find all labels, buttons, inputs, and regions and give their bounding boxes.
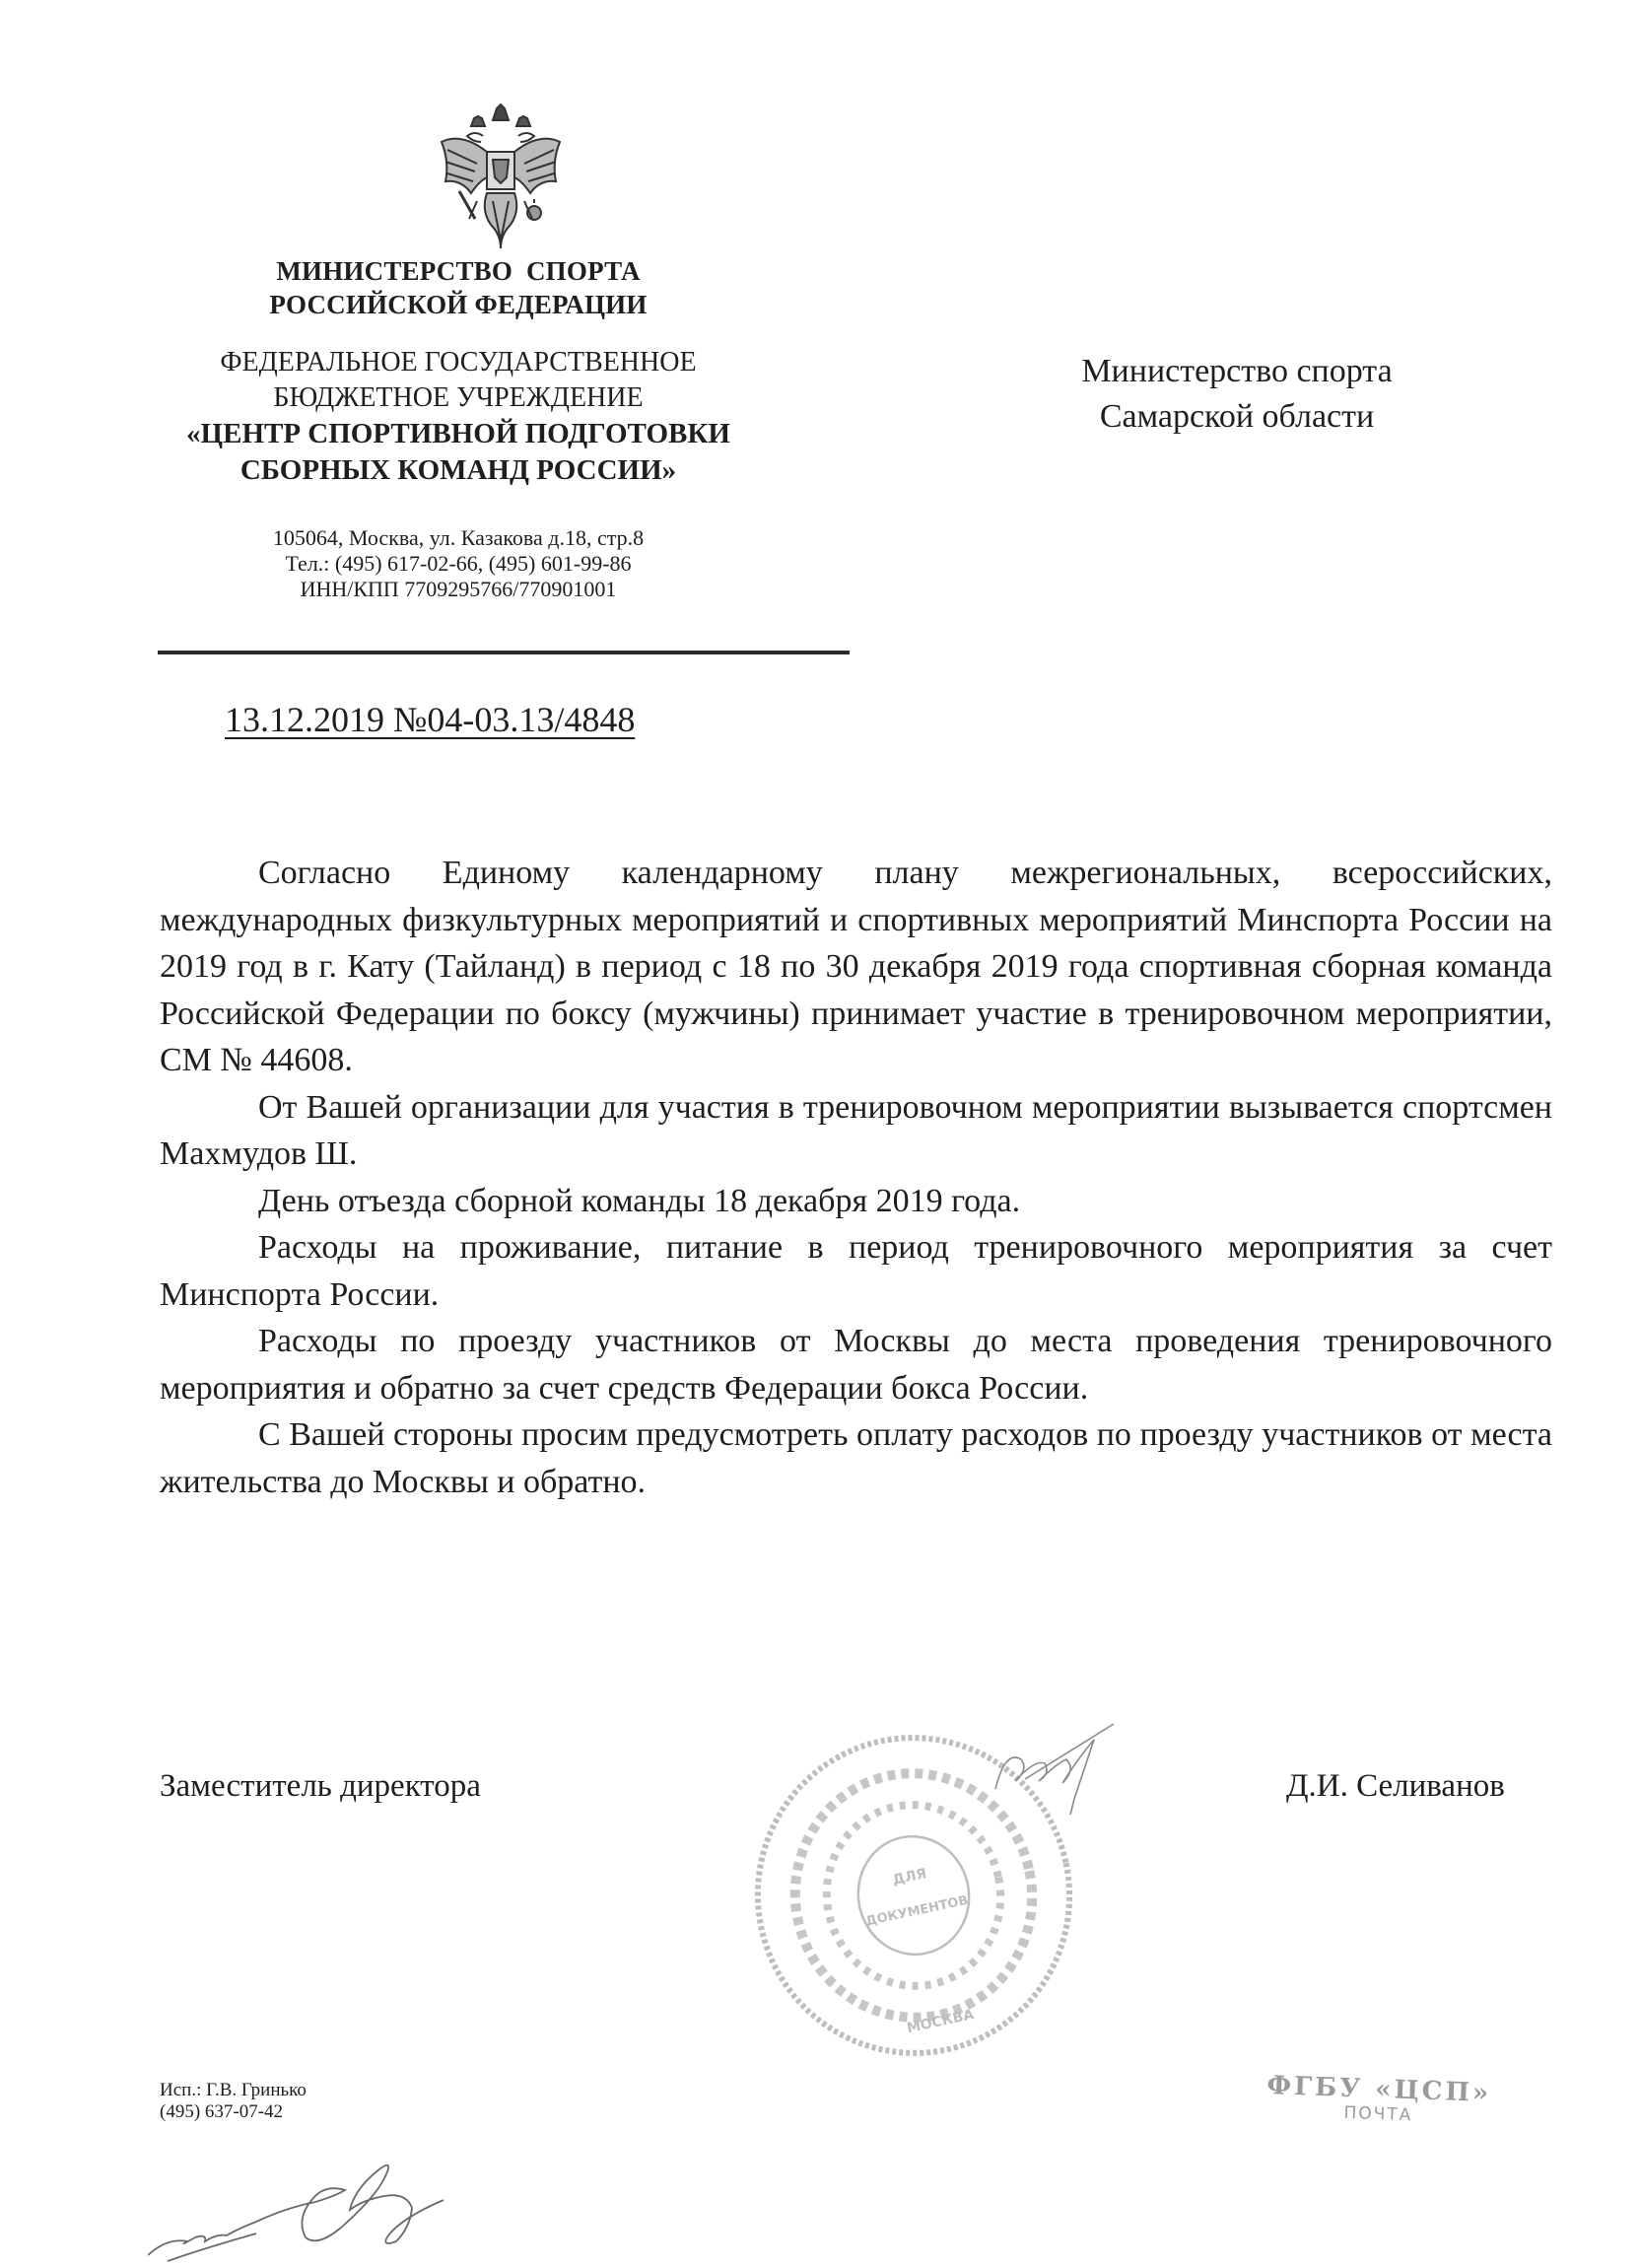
addressee <box>1015 349 1459 440</box>
executor-signature-icon <box>148 2139 463 2263</box>
ministry-line-1: МИНИСТЕРСТВО СПОРТА <box>276 256 641 286</box>
institution-line-4: СБОРНЫХ КОМАНД РОССИИ» <box>239 454 677 486</box>
ministry-heading <box>158 254 759 321</box>
addressee-line-2: Самарской области <box>1099 398 1375 435</box>
body-paragraph: С Вашей стороны просим предусмотреть оплату расходов по проезду участников от места жительства до Москвы и обратно. <box>160 1416 1552 1500</box>
mail-stamp-sub: ПОЧТА <box>1343 2102 1413 2126</box>
body-paragraph: День отъезда сборной команды 18 декабря 2019 года. <box>258 1182 1021 1219</box>
institution-heading <box>158 345 759 489</box>
ministry-line-2: РОССИЙСКОЙ ФЕДЕРАЦИИ <box>269 290 648 319</box>
executor-name: Исп.: Г.В. Гринько <box>160 2080 307 2100</box>
director-signature-icon <box>986 1720 1124 1828</box>
executor-info <box>160 2080 307 2123</box>
inn-kpp: ИНН/КПП 7709295766/770901001 <box>300 577 617 601</box>
body-paragraph: От Вашей организации для участия в тренировочном мероприятии вызывается спортсмен Махмудов Ш. <box>160 1088 1552 1172</box>
contact-block <box>158 525 759 602</box>
body-paragraph: Расходы по проезду участников от Москвы до места проведения тренировочного мероприятия и обратно за счет средств Федерации бокса России. <box>160 1323 1552 1407</box>
document-reference: 13.12.2019 №04-03.13/4848 <box>225 700 636 739</box>
seal-center-line-2: ДОКУМЕНТОВ <box>864 1892 970 1930</box>
seal-bottom-text: МОСКВА <box>905 2007 976 2037</box>
institution-line-1: ФЕДЕРАЛЬНОЕ ГОСУДАРСТВЕННОЕ <box>220 347 697 378</box>
body-paragraph: Согласно Единому календарному плану межрегиональных, всероссийских, международных физкультурных мероприятий и спортивных мероприятий Минспорта России на 2019 год в г. Кату (Тайланд) в период с 18 по 30 декабря 2019 года спортивная сборная команда Российской Федерации по боксу (мужчины) принимает участие в тренировочном мероприятии, СМ № 44608. <box>160 855 1552 1078</box>
addressee-line-1: Министерство спорта <box>1081 353 1393 389</box>
signatory-name: Д.И. Селиванов <box>1286 1768 1505 1804</box>
seal-center-line-1: ДЛЯ <box>891 1865 928 1889</box>
executor-phone: (495) 637-07-42 <box>160 2101 284 2122</box>
letter-body <box>160 850 1552 1505</box>
signatory-title: Заместитель директора <box>160 1768 481 1804</box>
mail-stamp-org: ФГБУ «ЦСП» <box>1265 2071 1492 2108</box>
mail-stamp <box>1265 2071 1491 2128</box>
body-paragraph: Расходы на проживание, питание в период тренировочного мероприятия за счет Минспорта России. <box>160 1229 1552 1313</box>
institution-line-3: «ЦЕНТР СПОРТИВНОЙ ПОДГОТОВКИ <box>186 418 730 449</box>
letterhead-divider <box>158 651 850 654</box>
address: 105064, Москва, ул. Казакова д.18, стр.8 <box>272 525 645 550</box>
phones: Тел.: (495) 617-02-66, (495) 601-99-86 <box>285 551 632 576</box>
institution-line-2: БЮДЖЕТНОЕ УЧРЕЖДЕНИЕ <box>273 382 644 413</box>
russian-coat-of-arms-icon <box>432 103 570 254</box>
